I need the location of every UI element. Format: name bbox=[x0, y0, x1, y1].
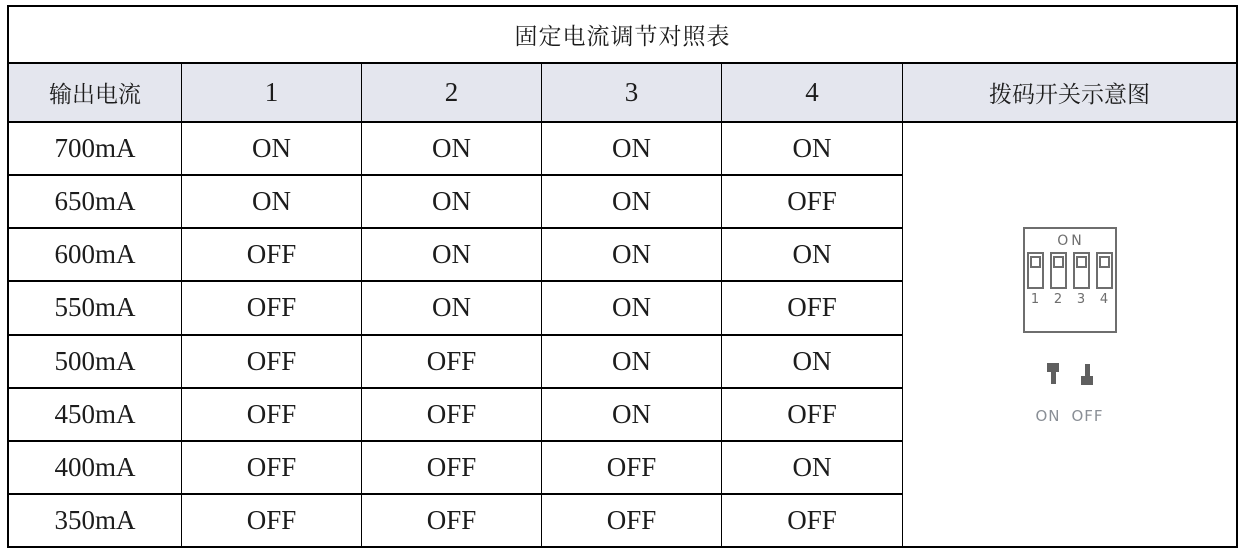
dip-pin-label: 2 bbox=[1053, 291, 1063, 307]
state-cell: OFF bbox=[361, 440, 541, 493]
state-cell: ON bbox=[361, 280, 541, 333]
state-cell: ON bbox=[721, 440, 902, 493]
dip-switch-diagram bbox=[1023, 227, 1117, 333]
state-cell: ON bbox=[541, 174, 721, 227]
current-cell: 450mA bbox=[9, 387, 181, 440]
state-cell: OFF bbox=[181, 387, 361, 440]
state-cell: ON bbox=[541, 121, 721, 174]
dip-switch-diagram-cell bbox=[902, 121, 1236, 546]
dip-knob bbox=[1076, 256, 1087, 268]
dip-pin-label: 3 bbox=[1076, 291, 1086, 307]
header-switch-3: 3 bbox=[541, 62, 721, 121]
state-cell: OFF bbox=[181, 280, 361, 333]
header-output-current: 输出电流 bbox=[9, 62, 181, 121]
header-dip-diagram: 拨码开关示意图 bbox=[902, 62, 1236, 121]
header-switch-2: 2 bbox=[361, 62, 541, 121]
dip-switch-2 bbox=[1050, 252, 1067, 289]
switch-on-icon bbox=[1047, 363, 1059, 385]
switch-position-legend bbox=[1047, 363, 1093, 385]
state-cell: ON bbox=[541, 387, 721, 440]
header-switch-1: 1 bbox=[181, 62, 361, 121]
state-cell: ON bbox=[361, 227, 541, 280]
switch-off-icon bbox=[1081, 363, 1093, 385]
state-cell: ON bbox=[541, 227, 721, 280]
state-cell: ON bbox=[721, 334, 902, 387]
dip-switches bbox=[1027, 252, 1113, 289]
state-cell: ON bbox=[721, 121, 902, 174]
current-cell: 400mA bbox=[9, 440, 181, 493]
current-cell: 550mA bbox=[9, 280, 181, 333]
header-switch-4: 4 bbox=[721, 62, 902, 121]
current-cell: 650mA bbox=[9, 174, 181, 227]
dip-switch-4 bbox=[1096, 252, 1113, 289]
state-cell: OFF bbox=[721, 174, 902, 227]
dip-knob bbox=[1053, 256, 1064, 268]
legend-off-label: OFF bbox=[1071, 406, 1104, 425]
state-cell: ON bbox=[541, 280, 721, 333]
state-cell: ON bbox=[181, 121, 361, 174]
state-cell: ON bbox=[541, 334, 721, 387]
state-cell: OFF bbox=[541, 440, 721, 493]
state-cell: OFF bbox=[361, 334, 541, 387]
state-cell: ON bbox=[721, 227, 902, 280]
dip-switch-1 bbox=[1027, 252, 1044, 289]
state-cell: OFF bbox=[361, 387, 541, 440]
current-cell: 700mA bbox=[9, 121, 181, 174]
state-cell: ON bbox=[181, 174, 361, 227]
dip-knob bbox=[1099, 256, 1110, 268]
state-cell: ON bbox=[361, 174, 541, 227]
dip-pin-labels bbox=[1027, 292, 1113, 307]
dip-knob bbox=[1030, 256, 1041, 268]
dip-on-label: ON bbox=[1057, 232, 1085, 249]
fixed-current-table bbox=[7, 5, 1238, 548]
dip-pin-label: 4 bbox=[1099, 291, 1109, 307]
state-cell: OFF bbox=[541, 493, 721, 546]
table-title: 固定电流调节对照表 bbox=[514, 24, 731, 49]
current-cell: 350mA bbox=[9, 493, 181, 546]
legend-on-label: ON bbox=[1035, 406, 1061, 425]
current-cell: 600mA bbox=[9, 227, 181, 280]
state-cell: OFF bbox=[721, 493, 902, 546]
state-cell: OFF bbox=[361, 493, 541, 546]
legend-caption bbox=[1035, 407, 1103, 425]
state-cell: ON bbox=[361, 121, 541, 174]
current-cell: 500mA bbox=[9, 334, 181, 387]
state-cell: OFF bbox=[181, 227, 361, 280]
state-cell: OFF bbox=[181, 493, 361, 546]
state-cell: OFF bbox=[181, 440, 361, 493]
state-cell: OFF bbox=[721, 387, 902, 440]
dip-switch-3 bbox=[1073, 252, 1090, 289]
state-cell: OFF bbox=[181, 334, 361, 387]
state-cell: OFF bbox=[721, 280, 902, 333]
dip-pin-label: 1 bbox=[1030, 291, 1040, 307]
